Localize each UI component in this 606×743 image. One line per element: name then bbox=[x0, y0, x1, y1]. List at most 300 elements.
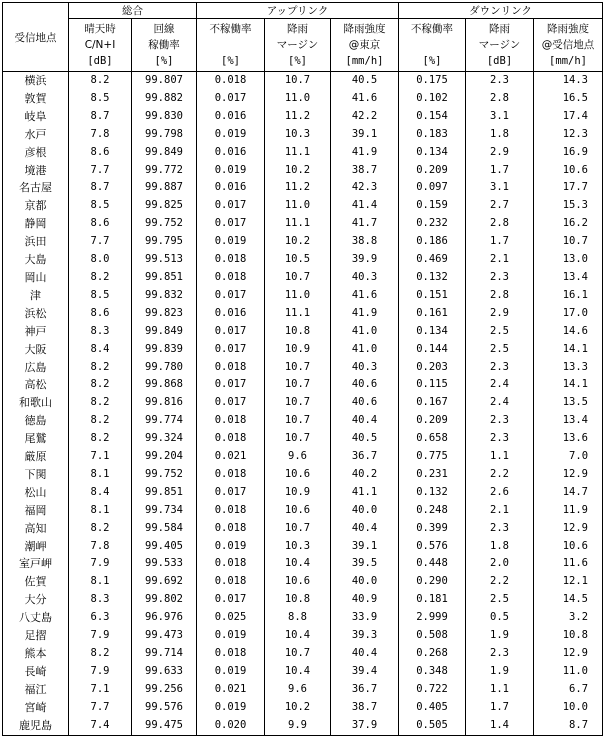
value-cell: 0.268 bbox=[399, 645, 466, 663]
column-header-l2: マージン bbox=[478, 39, 521, 51]
value-cell: 0.132 bbox=[399, 484, 466, 502]
value-cell: 0.348 bbox=[399, 663, 466, 681]
value-cell: 2.8 bbox=[466, 287, 534, 305]
site-name-cell: 静岡 bbox=[3, 215, 69, 233]
value-cell: 99.513 bbox=[132, 251, 197, 269]
column-header-unit: [mm/h] bbox=[549, 55, 587, 67]
value-cell: 8.0 bbox=[69, 251, 132, 269]
value-cell: 10.7 bbox=[265, 412, 331, 430]
table-row bbox=[3, 699, 603, 717]
table-row bbox=[3, 359, 603, 377]
value-cell: 1.1 bbox=[466, 681, 534, 699]
value-cell: 0.016 bbox=[197, 179, 265, 197]
value-cell: 40.4 bbox=[331, 412, 399, 430]
value-cell: 0.144 bbox=[399, 341, 466, 359]
value-cell: 15.3 bbox=[534, 197, 603, 215]
value-cell: 10.2 bbox=[265, 233, 331, 251]
value-cell: 10.8 bbox=[265, 323, 331, 341]
value-cell: 99.798 bbox=[132, 126, 197, 144]
value-cell: 39.4 bbox=[331, 663, 399, 681]
value-cell: 14.5 bbox=[534, 591, 603, 609]
value-cell: 41.0 bbox=[331, 341, 399, 359]
value-cell: 0.018 bbox=[197, 72, 265, 90]
value-cell: 99.780 bbox=[132, 359, 197, 377]
value-cell: 10.2 bbox=[265, 699, 331, 717]
value-cell: 0.290 bbox=[399, 573, 466, 591]
value-cell: 99.882 bbox=[132, 90, 197, 108]
value-cell: 0.722 bbox=[399, 681, 466, 699]
value-cell: 2.3 bbox=[466, 412, 534, 430]
table-row bbox=[3, 215, 603, 233]
value-cell: 0.405 bbox=[399, 699, 466, 717]
value-cell: 17.7 bbox=[534, 179, 603, 197]
value-cell: 8.2 bbox=[69, 520, 132, 538]
value-cell: 2.3 bbox=[466, 269, 534, 287]
value-cell: 11.1 bbox=[265, 215, 331, 233]
value-cell: 0.018 bbox=[197, 412, 265, 430]
value-cell: 0.231 bbox=[399, 466, 466, 484]
group-header-row bbox=[3, 3, 603, 19]
value-cell: 2.5 bbox=[466, 323, 534, 341]
value-cell: 11.2 bbox=[265, 179, 331, 197]
table-row bbox=[3, 645, 603, 663]
value-cell: 99.256 bbox=[132, 681, 197, 699]
value-cell: 7.7 bbox=[69, 699, 132, 717]
site-name-cell: 境港 bbox=[3, 162, 69, 180]
value-cell: 2.1 bbox=[466, 251, 534, 269]
value-cell: 14.3 bbox=[534, 72, 603, 90]
value-cell: 8.2 bbox=[69, 376, 132, 394]
value-cell: 10.3 bbox=[265, 538, 331, 556]
value-cell: 99.802 bbox=[132, 591, 197, 609]
value-cell: 41.6 bbox=[331, 90, 399, 108]
value-cell: 40.6 bbox=[331, 394, 399, 412]
value-cell: 36.7 bbox=[331, 681, 399, 699]
table-row bbox=[3, 126, 603, 144]
column-header-l2: @受信地点 bbox=[541, 39, 595, 51]
value-cell: 2.6 bbox=[466, 484, 534, 502]
value-cell: 39.1 bbox=[331, 538, 399, 556]
site-name-cell: 横浜 bbox=[3, 72, 69, 90]
value-cell: 7.9 bbox=[69, 663, 132, 681]
site-name-cell: 厳原 bbox=[3, 448, 69, 466]
value-cell: 11.1 bbox=[265, 305, 331, 323]
column-header-l1: 降雨強度 bbox=[547, 23, 590, 35]
value-cell: 0.016 bbox=[197, 144, 265, 162]
value-cell: 2.7 bbox=[466, 197, 534, 215]
value-cell: 99.584 bbox=[132, 520, 197, 538]
value-cell: 40.5 bbox=[331, 430, 399, 448]
value-cell: 0.159 bbox=[399, 197, 466, 215]
value-cell: 8.7 bbox=[69, 108, 132, 126]
table-row bbox=[3, 162, 603, 180]
value-cell: 2.5 bbox=[466, 591, 534, 609]
value-cell: 0.017 bbox=[197, 376, 265, 394]
value-cell: 0.017 bbox=[197, 215, 265, 233]
site-name-cell: 足摺 bbox=[3, 627, 69, 645]
site-name-cell: 潮岬 bbox=[3, 538, 69, 556]
value-cell: 0.018 bbox=[197, 520, 265, 538]
value-cell: 7.9 bbox=[69, 555, 132, 573]
value-cell: 3.1 bbox=[466, 108, 534, 126]
column-header-unit: [%] bbox=[221, 55, 240, 67]
column-header-unit: [dB] bbox=[486, 55, 513, 67]
value-cell: 8.6 bbox=[69, 215, 132, 233]
value-cell: 1.1 bbox=[466, 448, 534, 466]
value-cell: 10.6 bbox=[265, 573, 331, 591]
value-cell: 0.018 bbox=[197, 430, 265, 448]
table-row bbox=[3, 269, 603, 287]
value-cell: 2.999 bbox=[399, 609, 466, 627]
table-row bbox=[3, 108, 603, 126]
value-cell: 2.3 bbox=[466, 520, 534, 538]
value-cell: 2.2 bbox=[466, 466, 534, 484]
value-cell: 99.795 bbox=[132, 233, 197, 251]
value-cell: 9.9 bbox=[265, 717, 331, 735]
value-cell: 99.830 bbox=[132, 108, 197, 126]
value-cell: 16.5 bbox=[534, 90, 603, 108]
value-cell: 14.6 bbox=[534, 323, 603, 341]
value-cell: 7.4 bbox=[69, 717, 132, 735]
value-cell: 8.2 bbox=[69, 72, 132, 90]
value-cell: 8.2 bbox=[69, 359, 132, 377]
value-cell: 0.175 bbox=[399, 72, 466, 90]
value-cell: 0.134 bbox=[399, 323, 466, 341]
value-cell: 0.019 bbox=[197, 126, 265, 144]
table-row bbox=[3, 72, 603, 90]
value-cell: 99.533 bbox=[132, 555, 197, 573]
value-cell: 13.4 bbox=[534, 269, 603, 287]
site-name-cell: 室戸岬 bbox=[3, 555, 69, 573]
value-cell: 8.4 bbox=[69, 484, 132, 502]
value-cell: 0.019 bbox=[197, 699, 265, 717]
value-cell: 7.7 bbox=[69, 162, 132, 180]
value-cell: 40.9 bbox=[331, 591, 399, 609]
value-cell: 2.3 bbox=[466, 72, 534, 90]
value-cell: 10.5 bbox=[265, 251, 331, 269]
value-cell: 12.9 bbox=[534, 466, 603, 484]
value-cell: 0.5 bbox=[466, 609, 534, 627]
value-cell: 0.025 bbox=[197, 609, 265, 627]
table-row bbox=[3, 376, 603, 394]
site-name-cell: 高知 bbox=[3, 520, 69, 538]
site-name-cell: 八丈島 bbox=[3, 609, 69, 627]
value-cell: 8.5 bbox=[69, 90, 132, 108]
table-row bbox=[3, 466, 603, 484]
value-cell: 0.248 bbox=[399, 502, 466, 520]
table-body bbox=[3, 72, 603, 736]
value-cell: 13.3 bbox=[534, 359, 603, 377]
value-cell: 41.6 bbox=[331, 287, 399, 305]
value-cell: 10.9 bbox=[265, 341, 331, 359]
site-name-cell: 彦根 bbox=[3, 144, 69, 162]
group-downlink-header: ダウンリンク bbox=[399, 3, 603, 19]
value-cell: 8.7 bbox=[69, 179, 132, 197]
value-cell: 8.8 bbox=[265, 609, 331, 627]
column-header-2 bbox=[132, 19, 197, 72]
table-row bbox=[3, 394, 603, 412]
column-header-3 bbox=[197, 19, 265, 72]
value-cell: 11.9 bbox=[534, 502, 603, 520]
value-cell: 40.4 bbox=[331, 520, 399, 538]
value-cell: 10.7 bbox=[265, 72, 331, 90]
value-cell: 99.849 bbox=[132, 144, 197, 162]
value-cell: 0.576 bbox=[399, 538, 466, 556]
value-cell: 1.7 bbox=[466, 162, 534, 180]
site-name-cell: 浜松 bbox=[3, 305, 69, 323]
column-header-l1: 降雨強度 bbox=[343, 23, 386, 35]
table-row bbox=[3, 323, 603, 341]
value-cell: 2.3 bbox=[466, 359, 534, 377]
value-cell: 0.019 bbox=[197, 162, 265, 180]
value-cell: 8.1 bbox=[69, 466, 132, 484]
value-cell: 99.832 bbox=[132, 287, 197, 305]
value-cell: 3.1 bbox=[466, 179, 534, 197]
value-cell: 10.7 bbox=[265, 394, 331, 412]
value-cell: 0.018 bbox=[197, 359, 265, 377]
value-cell: 0.017 bbox=[197, 591, 265, 609]
column-header-unit: [%] bbox=[154, 55, 174, 67]
value-cell: 7.7 bbox=[69, 233, 132, 251]
value-cell: 40.6 bbox=[331, 376, 399, 394]
value-cell: 0.018 bbox=[197, 573, 265, 591]
value-cell: 7.1 bbox=[69, 681, 132, 699]
value-cell: 8.1 bbox=[69, 502, 132, 520]
column-header-l1: 不稼働率 bbox=[411, 23, 454, 35]
column-header-unit: [%] bbox=[288, 55, 307, 67]
column-header-unit: [dB] bbox=[87, 55, 113, 67]
value-cell: 10.7 bbox=[265, 520, 331, 538]
value-cell: 0.019 bbox=[197, 663, 265, 681]
value-cell: 9.6 bbox=[265, 448, 331, 466]
value-cell: 37.9 bbox=[331, 717, 399, 735]
table-row bbox=[3, 144, 603, 162]
value-cell: 7.8 bbox=[69, 538, 132, 556]
value-cell: 11.6 bbox=[534, 555, 603, 573]
value-cell: 8.2 bbox=[69, 394, 132, 412]
site-name-cell: 神戸 bbox=[3, 323, 69, 341]
value-cell: 2.3 bbox=[466, 645, 534, 663]
value-cell: 99.849 bbox=[132, 323, 197, 341]
value-cell: 99.714 bbox=[132, 645, 197, 663]
value-cell: 7.1 bbox=[69, 448, 132, 466]
value-cell: 10.6 bbox=[265, 502, 331, 520]
table-row bbox=[3, 520, 603, 538]
value-cell: 99.405 bbox=[132, 538, 197, 556]
value-cell: 99.475 bbox=[132, 717, 197, 735]
value-cell: 2.4 bbox=[466, 394, 534, 412]
site-name-cell: 浜田 bbox=[3, 233, 69, 251]
value-cell: 0.505 bbox=[399, 717, 466, 735]
table-row bbox=[3, 591, 603, 609]
value-cell: 99.772 bbox=[132, 162, 197, 180]
value-cell: 0.167 bbox=[399, 394, 466, 412]
value-cell: 0.154 bbox=[399, 108, 466, 126]
value-cell: 0.115 bbox=[399, 376, 466, 394]
value-cell: 6.3 bbox=[69, 609, 132, 627]
value-cell: 41.4 bbox=[331, 197, 399, 215]
site-name-cell: 和歌山 bbox=[3, 394, 69, 412]
site-name-cell: 広島 bbox=[3, 359, 69, 377]
value-cell: 0.021 bbox=[197, 448, 265, 466]
value-cell: 10.7 bbox=[265, 359, 331, 377]
value-cell: 10.8 bbox=[534, 627, 603, 645]
column-header-l2: マージン bbox=[276, 39, 319, 51]
value-cell: 10.7 bbox=[534, 233, 603, 251]
site-name-cell: 徳島 bbox=[3, 412, 69, 430]
site-name-cell: 松山 bbox=[3, 484, 69, 502]
column-header-6 bbox=[399, 19, 466, 72]
value-cell: 6.7 bbox=[534, 681, 603, 699]
site-name-cell: 水戸 bbox=[3, 126, 69, 144]
value-cell: 2.2 bbox=[466, 573, 534, 591]
value-cell: 8.1 bbox=[69, 573, 132, 591]
table-row bbox=[3, 341, 603, 359]
value-cell: 8.2 bbox=[69, 645, 132, 663]
value-cell: 10.7 bbox=[265, 376, 331, 394]
value-cell: 10.6 bbox=[534, 162, 603, 180]
value-cell: 0.018 bbox=[197, 502, 265, 520]
site-name-cell: 福江 bbox=[3, 681, 69, 699]
value-cell: 99.204 bbox=[132, 448, 197, 466]
table-row bbox=[3, 287, 603, 305]
value-cell: 99.816 bbox=[132, 394, 197, 412]
value-cell: 3.2 bbox=[534, 609, 603, 627]
value-cell: 99.851 bbox=[132, 484, 197, 502]
value-cell: 8.2 bbox=[69, 412, 132, 430]
value-cell: 99.752 bbox=[132, 466, 197, 484]
site-name-cell: 大島 bbox=[3, 251, 69, 269]
value-cell: 2.5 bbox=[466, 341, 534, 359]
value-cell: 0.017 bbox=[197, 90, 265, 108]
value-cell: 0.018 bbox=[197, 645, 265, 663]
table-row bbox=[3, 555, 603, 573]
value-cell: 0.018 bbox=[197, 269, 265, 287]
value-cell: 1.8 bbox=[466, 126, 534, 144]
value-cell: 42.2 bbox=[331, 108, 399, 126]
value-cell: 10.4 bbox=[265, 627, 331, 645]
value-cell: 39.1 bbox=[331, 126, 399, 144]
value-cell: 13.0 bbox=[534, 251, 603, 269]
value-cell: 0.018 bbox=[197, 555, 265, 573]
table-row bbox=[3, 627, 603, 645]
value-cell: 0.019 bbox=[197, 538, 265, 556]
value-cell: 10.7 bbox=[265, 645, 331, 663]
table-row bbox=[3, 609, 603, 627]
value-cell: 40.0 bbox=[331, 502, 399, 520]
value-cell: 0.399 bbox=[399, 520, 466, 538]
value-cell: 0.102 bbox=[399, 90, 466, 108]
value-cell: 40.3 bbox=[331, 359, 399, 377]
value-cell: 8.5 bbox=[69, 197, 132, 215]
table-row bbox=[3, 412, 603, 430]
value-cell: 39.3 bbox=[331, 627, 399, 645]
value-cell: 8.7 bbox=[534, 717, 603, 735]
value-cell: 0.448 bbox=[399, 555, 466, 573]
value-cell: 99.851 bbox=[132, 269, 197, 287]
site-name-cell: 京都 bbox=[3, 197, 69, 215]
value-cell: 39.5 bbox=[331, 555, 399, 573]
value-cell: 8.6 bbox=[69, 144, 132, 162]
site-name-cell: 岡山 bbox=[3, 269, 69, 287]
value-cell: 38.8 bbox=[331, 233, 399, 251]
value-cell: 1.7 bbox=[466, 233, 534, 251]
value-cell: 11.0 bbox=[265, 197, 331, 215]
value-cell: 10.4 bbox=[265, 555, 331, 573]
value-cell: 41.7 bbox=[331, 215, 399, 233]
table-row bbox=[3, 717, 603, 735]
value-cell: 40.3 bbox=[331, 269, 399, 287]
column-header-l2: C/N+I bbox=[84, 39, 116, 51]
value-cell: 12.1 bbox=[534, 573, 603, 591]
value-cell: 40.0 bbox=[331, 573, 399, 591]
value-cell: 0.161 bbox=[399, 305, 466, 323]
site-name-cell: 熊本 bbox=[3, 645, 69, 663]
value-cell: 99.774 bbox=[132, 412, 197, 430]
value-cell: 0.016 bbox=[197, 305, 265, 323]
value-cell: 99.807 bbox=[132, 72, 197, 90]
value-cell: 99.752 bbox=[132, 215, 197, 233]
value-cell: 11.0 bbox=[265, 90, 331, 108]
table-row bbox=[3, 233, 603, 251]
value-cell: 10.6 bbox=[534, 538, 603, 556]
value-cell: 2.0 bbox=[466, 555, 534, 573]
value-cell: 2.8 bbox=[466, 90, 534, 108]
value-cell: 7.0 bbox=[534, 448, 603, 466]
column-header-l1: 不稼働率 bbox=[209, 23, 252, 35]
value-cell: 2.1 bbox=[466, 502, 534, 520]
value-cell: 14.1 bbox=[534, 376, 603, 394]
value-cell: 1.7 bbox=[466, 699, 534, 717]
value-cell: 0.134 bbox=[399, 144, 466, 162]
table-row bbox=[3, 90, 603, 108]
value-cell: 99.823 bbox=[132, 305, 197, 323]
value-cell: 2.3 bbox=[466, 430, 534, 448]
value-cell: 11.2 bbox=[265, 108, 331, 126]
site-name-cell: 福岡 bbox=[3, 502, 69, 520]
value-cell: 99.473 bbox=[132, 627, 197, 645]
value-cell: 42.3 bbox=[331, 179, 399, 197]
value-cell: 13.6 bbox=[534, 430, 603, 448]
value-cell: 8.3 bbox=[69, 323, 132, 341]
table-row bbox=[3, 538, 603, 556]
value-cell: 0.775 bbox=[399, 448, 466, 466]
value-cell: 38.7 bbox=[331, 699, 399, 717]
value-cell: 0.019 bbox=[197, 627, 265, 645]
column-header-7 bbox=[466, 19, 534, 72]
value-cell: 8.2 bbox=[69, 430, 132, 448]
site-name-cell: 敦賀 bbox=[3, 90, 69, 108]
value-cell: 8.4 bbox=[69, 341, 132, 359]
value-cell: 0.132 bbox=[399, 269, 466, 287]
value-cell: 99.576 bbox=[132, 699, 197, 717]
value-cell: 11.0 bbox=[265, 287, 331, 305]
value-cell: 0.020 bbox=[197, 717, 265, 735]
value-cell: 10.7 bbox=[265, 430, 331, 448]
value-cell: 17.4 bbox=[534, 108, 603, 126]
site-name-cell: 長崎 bbox=[3, 663, 69, 681]
value-cell: 16.9 bbox=[534, 144, 603, 162]
value-cell: 0.017 bbox=[197, 197, 265, 215]
table-row bbox=[3, 573, 603, 591]
value-cell: 40.5 bbox=[331, 72, 399, 90]
site-name-cell: 高松 bbox=[3, 376, 69, 394]
value-cell: 0.021 bbox=[197, 681, 265, 699]
value-cell: 99.887 bbox=[132, 179, 197, 197]
group-total-header: 総合 bbox=[69, 3, 197, 19]
value-cell: 0.018 bbox=[197, 466, 265, 484]
column-header-4 bbox=[265, 19, 331, 72]
